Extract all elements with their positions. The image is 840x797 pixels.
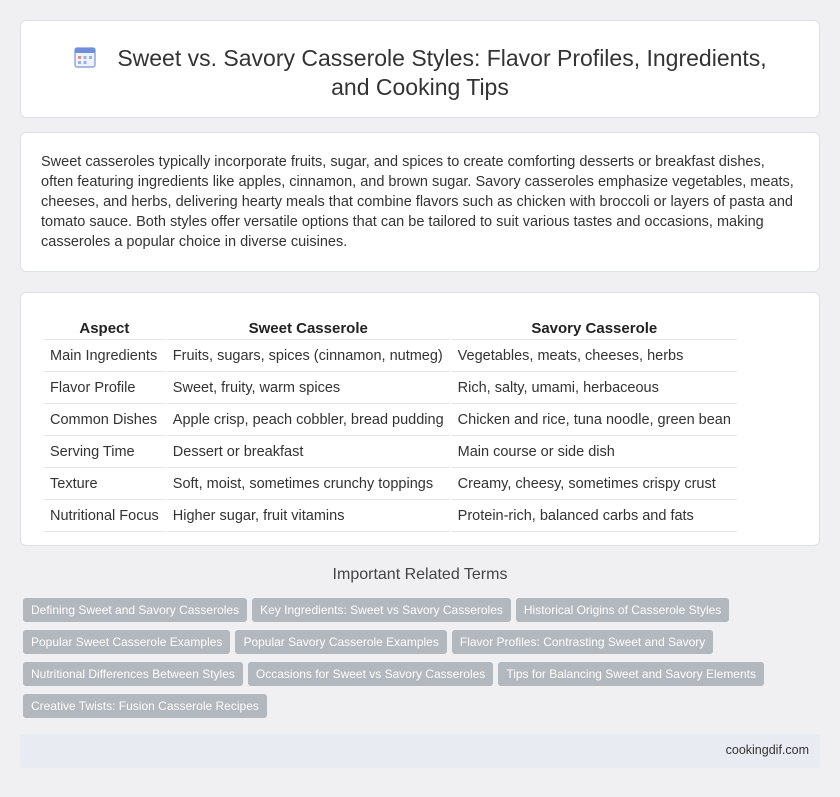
related-terms-list: [23, 598, 783, 726]
table-row: [44, 470, 737, 500]
comparison-table-card: [20, 292, 820, 546]
related-term-tag[interactable]: Creative Twists: Fusion Casserole Recipes: [23, 694, 267, 718]
footer: [20, 734, 820, 768]
intro-text: Sweet casseroles typically incorporate fruits, sugar, and spices to create comforting desserts or breakfast dishes, often featuring ingredients like apples, cinnamon, and brown sugar. Savory casseroles emphasize vegetables, meats, cheeses, and herbs, delivering hearty meals that combine flavors such as chicken with broccoli or layers of pasta and tomato sauce. Both styles offer versatile options that can be tailored to suit various tastes and occasions, making casseroles a popular choice in diverse cuisines.: [41, 154, 794, 250]
related-terms-title: Important Related Terms: [332, 566, 508, 583]
table-cell: Higher sugar, fruit vitamins: [167, 502, 450, 532]
table-row: [44, 342, 737, 372]
column-header-savory: Savory Casserole: [452, 316, 737, 340]
page-title-wrap: [21, 44, 819, 102]
related-term-tag[interactable]: Popular Savory Casserole Examples: [235, 630, 446, 654]
table-row: [44, 502, 737, 532]
table-cell: Serving Time: [44, 438, 165, 468]
related-term-tag[interactable]: Key Ingredients: Sweet vs Savory Casseroles: [252, 598, 511, 622]
related-term-tag[interactable]: Historical Origins of Casserole Styles: [516, 598, 729, 622]
table-cell: Protein-rich, balanced carbs and fats: [452, 502, 737, 532]
related-term-tag[interactable]: Flavor Profiles: Contrasting Sweet and Savory: [452, 630, 713, 654]
table-cell: Rich, salty, umami, herbaceous: [452, 374, 737, 404]
table-cell: Flavor Profile: [44, 374, 165, 404]
table-row: [44, 438, 737, 468]
footer-site-link[interactable]: cookingdif.com: [725, 743, 809, 757]
table-cell: Fruits, sugars, spices (cinnamon, nutmeg): [167, 342, 450, 372]
table-cell: Main Ingredients: [44, 342, 165, 372]
table-cell: Main course or side dish: [452, 438, 737, 468]
table-cell: Chicken and rice, tuna noodle, green bean: [452, 406, 737, 436]
table-cell: Apple crisp, peach cobbler, bread pudding: [167, 406, 450, 436]
table-header-row: [44, 316, 737, 340]
table-cell: Vegetables, meats, cheeses, herbs: [452, 342, 737, 372]
table-cell: Sweet, fruity, warm spices: [167, 374, 450, 404]
header-card: [20, 20, 820, 118]
table-cell: Dessert or breakfast: [167, 438, 450, 468]
related-term-tag[interactable]: Tips for Balancing Sweet and Savory Elements: [498, 662, 764, 686]
related-term-tag[interactable]: Defining Sweet and Savory Casseroles: [23, 598, 247, 622]
table-cell: Common Dishes: [44, 406, 165, 436]
table-cell: Soft, moist, sometimes crunchy toppings: [167, 470, 450, 500]
table-cell: Texture: [44, 470, 165, 500]
document-icon: [73, 45, 97, 69]
table-cell: Creamy, cheesy, sometimes crispy crust: [452, 470, 737, 500]
table-cell: Nutritional Focus: [44, 502, 165, 532]
column-header-sweet: Sweet Casserole: [167, 316, 450, 340]
table-row: [44, 406, 737, 436]
related-term-tag[interactable]: Nutritional Differences Between Styles: [23, 662, 243, 686]
related-term-tag[interactable]: Occasions for Sweet vs Savory Casseroles: [248, 662, 493, 686]
intro-card: [20, 132, 820, 272]
column-header-aspect: Aspect: [44, 316, 165, 340]
page-title: Sweet vs. Savory Casserole Styles: Flavor Profiles, Ingredients, and Cooking Tips: [117, 45, 767, 100]
table-row: [44, 374, 737, 404]
related-term-tag[interactable]: Popular Sweet Casserole Examples: [23, 630, 230, 654]
comparison-table: [42, 314, 739, 534]
